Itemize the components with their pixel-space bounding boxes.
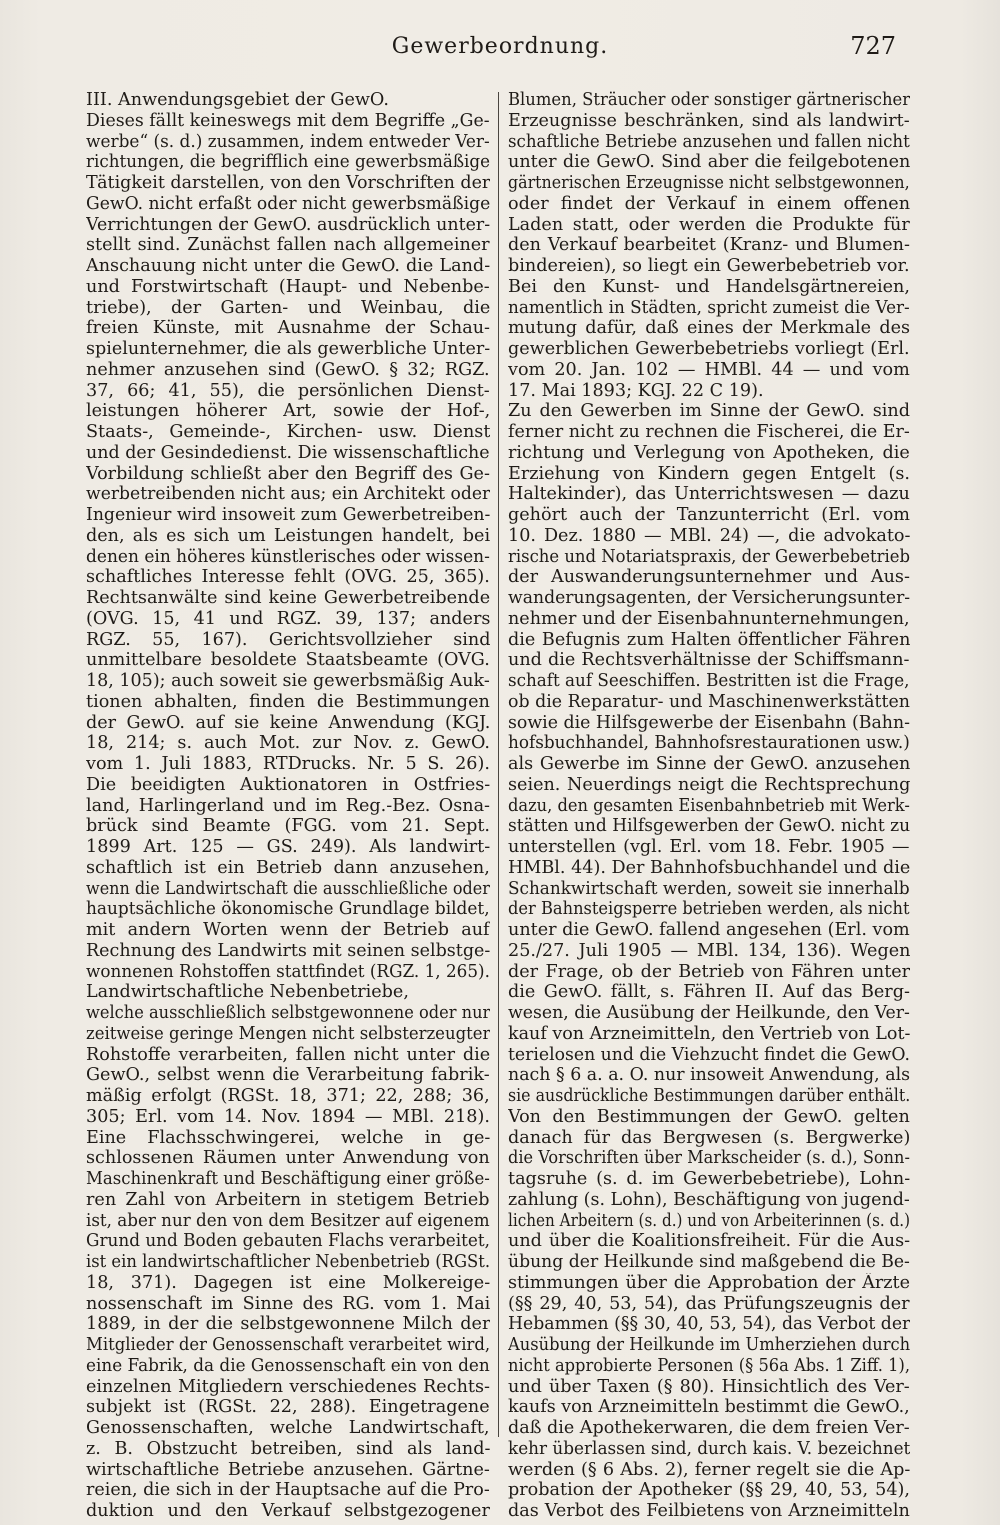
text-line: zeitweise geringe Mengen nicht selbsterzeugter (86, 1023, 491, 1044)
text-line: denen ein höheres künstlerisches oder wissen- (86, 546, 490, 567)
text-line: Eine Flachsschwingerei, welche in ge- (86, 1127, 490, 1148)
text-line: der Auswanderungsunternehmer und Aus- (508, 567, 910, 588)
text-line: die Befugnis zum Halten öffentlicher Fähren (508, 629, 910, 650)
page-number: 727 (850, 32, 896, 60)
text-line: 18, 105); auch soweit sie gewerbsmäßig Auk- (86, 671, 490, 691)
text-line: Zu den Gewerben im Sinne der GewO. sind (508, 401, 910, 422)
text-line: werbetreibenden nicht aus; ein Architekt oder (86, 484, 490, 505)
text-line: Rohstoffe verarbeiten, fallen nicht unter die (86, 1044, 490, 1065)
text-line: kaufs von Arzneimitteln bestimmt die GewO., (508, 1397, 910, 1418)
text-line: einzelnen Mitgliedern verschiedenes Rechts- (86, 1376, 490, 1397)
text-line: HMBl. 44). Der Bahnhofsbuchhandel und die (508, 857, 910, 878)
text-line: gehört auch der Tanzunterricht (Erl. vom (508, 505, 910, 525)
text-line: der Frage, ob der Betrieb von Fähren unter (508, 961, 910, 982)
text-line: tagsruhe (s. d. im Gewerbebetriebe), Lohn- (508, 1169, 910, 1189)
text-line: 37, 66; 41, 55), die persönlichen Dienst- (86, 380, 490, 401)
text-line: und der Gesindedienst. Die wissenschaftliche (86, 442, 490, 463)
text-line: hofsbuchhandel, Bahnhofsrestaurationen usw.) (508, 733, 910, 754)
text-line: ist ein landwirtschaftlicher Nebenbetrieb (RGSt. (86, 1252, 491, 1272)
text-line: GewO., selbst wenn die Verarbeitung fabrik- (86, 1065, 490, 1086)
text-line: nicht approbierte Personen (§ 56a Abs. 1 Ziff. 1), (508, 1355, 910, 1376)
text-line: stimmungen über die Approbation der Ärzte (508, 1272, 910, 1293)
text-line: die Vorschriften über Markscheider (s. d.), Sonn- (508, 1148, 910, 1169)
text-line: schaftliche Betriebe anzusehen und fallen nicht (508, 131, 910, 152)
text-line: Rechtsanwälte sind keine Gewerbetreibende (86, 588, 490, 608)
text-line: 1899 Art. 125 — GS. 249). Als landwirt- (86, 837, 490, 857)
text-line: ren Zahl von Arbeitern in stetigem Betrieb (86, 1189, 490, 1210)
text-line: der Bahnsteigsperre betrieben werden, als nicht (508, 899, 910, 920)
text-line: Staats-, Gemeinde-, Kirchen- usw. Dienst (86, 422, 490, 442)
text-line: Bei den Kunst- und Handelsgärtnereien, (508, 276, 910, 297)
text-line: als Gewerbe im Sinne der GewO. anzusehen (508, 754, 910, 774)
text-line: Vorbildung schließt aber den Begriff des Ge- (86, 463, 490, 484)
text-line: terielosen und die Viehzucht findet die GewO. (508, 1044, 910, 1065)
text-line: land, Harlingerland und im Reg.-Bez. Osna- (86, 795, 490, 816)
text-line: richtung und Verlegung von Apotheken, die (508, 442, 910, 463)
text-line: nehmer und der Eisenbahnunternehmungen, (508, 608, 910, 629)
text-line: und die Rechtsverhältnisse der Schiffsmann- (508, 650, 910, 671)
text-line: gärtnerischen Erzeugnisse nicht selbstgewonnen, (508, 173, 910, 193)
text-line: (§§ 29, 40, 53, 54), das Prüfungszeugnis der (508, 1293, 910, 1314)
text-line: kehr überlassen sind, durch kais. V. bezeichnet (508, 1438, 910, 1459)
text-line: und über Taxen (§ 80). Hinsichtlich des Ver- (508, 1376, 910, 1397)
text-line: Anschauung nicht unter die GewO. die Land- (86, 256, 490, 276)
text-line: bindereien), so liegt ein Gewerbebetrieb vor. (508, 256, 910, 276)
text-line: schaftliches Interesse fehlt (OVG. 25, 365). (86, 567, 490, 588)
running-header-title: Gewerbeordnung. (391, 34, 609, 59)
text-line: freien Künste, mit Ausnahme der Schau- (86, 318, 490, 339)
text-line: eine Fabrik, da die Genossenschaft ein von den (86, 1355, 490, 1376)
text-line: GewO. nicht erfaßt oder nicht gewerbsmäßige (86, 193, 490, 214)
text-line: reien, die sich in der Hauptsache auf die Pro- (86, 1480, 490, 1501)
text-line: unterstellen (vgl. Erl. vom 18. Febr. 1905 — (508, 837, 910, 857)
text-line: die GewO. fällt, s. Fähren II. Auf das Berg- (508, 982, 910, 1003)
text-line: Von den Bestimmungen der GewO. gelten (508, 1106, 910, 1127)
text-line: gewerblichen Gewerbebetriebs vorliegt (Erl. (508, 339, 910, 359)
text-line: Genossenschaften, welche Landwirtschaft, (86, 1418, 490, 1438)
text-line: werbe“ (s. d.) zusammen, indem entweder Ver- (86, 131, 490, 152)
column-divider (498, 92, 499, 1437)
text-line: Erzeugnisse beschränken, sind als landwirt- (508, 110, 910, 131)
text-line: Ingenieur wird insoweit zum Gewerbetreiben- (86, 505, 491, 525)
text-line: schlossenen Räumen unter Anwendung von (86, 1148, 490, 1169)
text-line: subjekt ist (RGSt. 22, 288). Eingetragene (86, 1397, 490, 1418)
text-line: seien. Neuerdings neigt die Rechtsprechung (508, 774, 910, 795)
text-line: nossenschaft im Sinne des RG. vom 1. Mai (86, 1293, 490, 1314)
text-line: schaftlich ist ein Betrieb dann anzusehen, (86, 857, 490, 878)
text-line: z. B. Obstzucht betreiben, sind als land- (86, 1438, 490, 1459)
text-line: danach für das Bergwesen (s. Bergwerke) (508, 1127, 910, 1148)
text-line: ferner nicht zu rechnen die Fischerei, die Er- (508, 422, 910, 442)
text-line: zahlung (s. Lohn), Beschäftigung von jugend- (508, 1189, 910, 1210)
text-line: wesen, die Ausübung der Heilkunde, den Ver- (508, 1003, 910, 1023)
text-line: Landwirtschaftliche Nebenbetriebe, (86, 982, 409, 1003)
text-line: tionen abhalten, finden die Bestimmungen (86, 691, 490, 712)
text-line: Verrichtungen der GewO. ausdrücklich unter- (86, 214, 491, 235)
text-line: der GewO. auf sie keine Anwendung (KGJ. (86, 712, 490, 733)
text-line: wonnenen Rohstoffen stattfindet (RGZ. 1, 265). (86, 961, 490, 982)
text-line: stätten und Hilfsgewerben der GewO. nicht zu (508, 816, 911, 837)
text-line: Ausübung der Heilkunde im Umherziehen durch (508, 1335, 911, 1355)
text-line: Hebammen (§§ 30, 40, 53, 54), das Verbot der (508, 1314, 911, 1335)
text-line: namentlich in Städten, spricht zumeist die Ver- (508, 297, 910, 318)
text-line: Erziehung von Kindern gegen Entgelt (s. (508, 463, 910, 484)
text-line: Laden statt, oder werden die Produkte für (508, 214, 910, 235)
text-line: vom 1. Juli 1883, RTDrucks. Nr. 5 S. 26). (86, 754, 490, 774)
text-line: 17. Mai 1893; KGJ. 22 C 19). (508, 380, 764, 401)
text-line: das Verbot des Feilbietens von Arzneimitteln (508, 1501, 910, 1521)
text-line: nehmer anzusehen sind (GewO. § 32; RGZ. (86, 359, 490, 380)
text-line: stellt sind. Zunächst fallen nach allgemeiner (86, 235, 490, 256)
text-line: kauf von Arzneimitteln, den Vertrieb von Lot- (508, 1023, 910, 1044)
text-line: hauptsächliche ökonomische Grundlage bildet, (86, 899, 490, 920)
left-text-column (86, 90, 490, 1522)
text-line: (OVG. 15, 41 und RGZ. 39, 137; anders (86, 608, 490, 629)
text-line: mit andern Worten wenn der Betrieb auf (86, 920, 490, 940)
text-line: lichen Arbeitern (s. d.) und von Arbeiterinnen (s. d.) (508, 1210, 910, 1231)
text-line: den Verkauf bearbeitet (Kranz- und Blumen- (508, 235, 910, 256)
text-line: ob die Reparatur- und Maschinenwerkstätten (508, 691, 910, 712)
text-line: spielunternehmer, die als gewerbliche Unter- (86, 339, 490, 359)
text-line: leistungen höherer Art, sowie der Hof-, (86, 401, 490, 422)
text-line: triebe), der Garten- und Weinbau, die (86, 297, 490, 318)
text-line: brück sind Beamte (FGG. vom 21. Sept. (86, 816, 490, 837)
text-line: probation der Apotheker (§§ 29, 40, 53, 54), (508, 1480, 910, 1501)
text-line: welche ausschließlich selbstgewonnene oder nur (86, 1003, 491, 1023)
text-line: mäßig erfolgt (RGSt. 18, 371; 22, 288; 36, (86, 1086, 490, 1106)
text-line: 10. Dez. 1880 — MBl. 24) —, die advokato- (508, 525, 910, 546)
text-line: richtungen, die begrifflich eine gewerbsmäßige (86, 152, 491, 173)
text-line: ist, aber nur den von dem Besitzer auf eigenem (86, 1210, 490, 1231)
text-line: Haltekinder), das Unterrichtswesen — dazu (508, 484, 910, 505)
text-line: wenn die Landwirtschaft die ausschließliche oder (86, 878, 490, 899)
text-line: rische und Notariatspraxis, der Gewerbebetrieb (508, 546, 911, 567)
text-line: 25./27. Juli 1905 — MBl. 134, 136). Wegen (508, 940, 910, 961)
text-line: sowie die Hilfsgewerbe der Eisenbahn (Bahn- (508, 712, 910, 733)
text-line: Rechnung des Landwirts mit seinen selbstge- (86, 940, 491, 961)
text-line: Die beeidigten Auktionatoren in Ostfries- (86, 774, 490, 795)
text-line: vom 20. Jan. 102 — HMBl. 44 — und vom (508, 359, 910, 380)
text-line: wirtschaftliche Betriebe anzusehen. Gärtne- (86, 1459, 490, 1480)
text-line: übung der Heilkunde sind maßgebend die Be- (508, 1252, 910, 1272)
text-line: oder findet der Verkauf in einem offenen (508, 193, 910, 214)
text-line: den, als es sich um Leistungen handelt, bei (86, 525, 490, 546)
text-line: dazu, den gesamten Eisenbahnbetrieb mit Werk- (508, 795, 910, 816)
text-line: 18, 371). Dagegen ist eine Molkereige- (86, 1272, 490, 1293)
text-line: Schankwirtschaft werden, soweit sie innerhalb (508, 878, 910, 899)
text-line: Blumen, Sträucher oder sonstiger gärtnerischer (508, 90, 910, 110)
text-line: 18, 214; s. auch Mot. zur Nov. z. GewO. (86, 733, 490, 754)
text-line: III. Anwendungsgebiet der GewO. (86, 90, 389, 110)
text-line: unter die GewO. Sind aber die feilgebotenen (508, 152, 910, 173)
text-line: schaft auf Seeschiffen. Bestritten ist die Frage, (508, 671, 910, 691)
text-line: unmittelbare besoldete Staatsbeamte (OVG. (86, 650, 490, 671)
text-line: 1889, in der die selbstgewonnene Milch der (86, 1314, 490, 1335)
text-line: wanderungsagenten, der Versicherungsunter- (508, 588, 910, 608)
text-line: sie ausdrückliche Bestimmungen darüber enthält. (508, 1086, 910, 1106)
text-line: nach § 6 a. a. O. nur insoweit Anwendung, als (508, 1065, 910, 1086)
text-line: Maschinenkraft und Beschäftigung einer größe- (86, 1169, 490, 1189)
text-line: 305; Erl. vom 14. Nov. 1894 — MBl. 218). (86, 1106, 490, 1127)
text-line: Mitglieder der Genossenschaft verarbeitet wird, (86, 1335, 491, 1355)
right-text-column (508, 90, 910, 1522)
text-line: mutung dafür, daß eines der Merkmale des (508, 318, 910, 339)
text-line: Dieses fällt keineswegs mit dem Begriffe „Ge- (86, 110, 490, 131)
text-line: Grund und Boden gebauten Flachs verarbeitet, (86, 1231, 490, 1252)
text-line: daß die Apothekerwaren, die dem freien Ver- (508, 1418, 910, 1438)
text-line: und über die Koalitionsfreiheit. Für die Aus- (508, 1231, 910, 1252)
text-line: und Forstwirtschaft (Haupt- und Nebenbe- (86, 276, 490, 297)
text-line: RGZ. 55, 167). Gerichtsvollzieher sind (86, 629, 490, 650)
text-line: werden (§ 6 Abs. 2), ferner regelt sie die Ap- (508, 1459, 910, 1480)
text-line: Tätigkeit darstellen, von den Vorschriften der (86, 173, 490, 193)
text-line: unter die GewO. fallend angesehen (Erl. vom (508, 920, 910, 940)
text-line: duktion und den Verkauf selbstgezogener (86, 1501, 490, 1521)
